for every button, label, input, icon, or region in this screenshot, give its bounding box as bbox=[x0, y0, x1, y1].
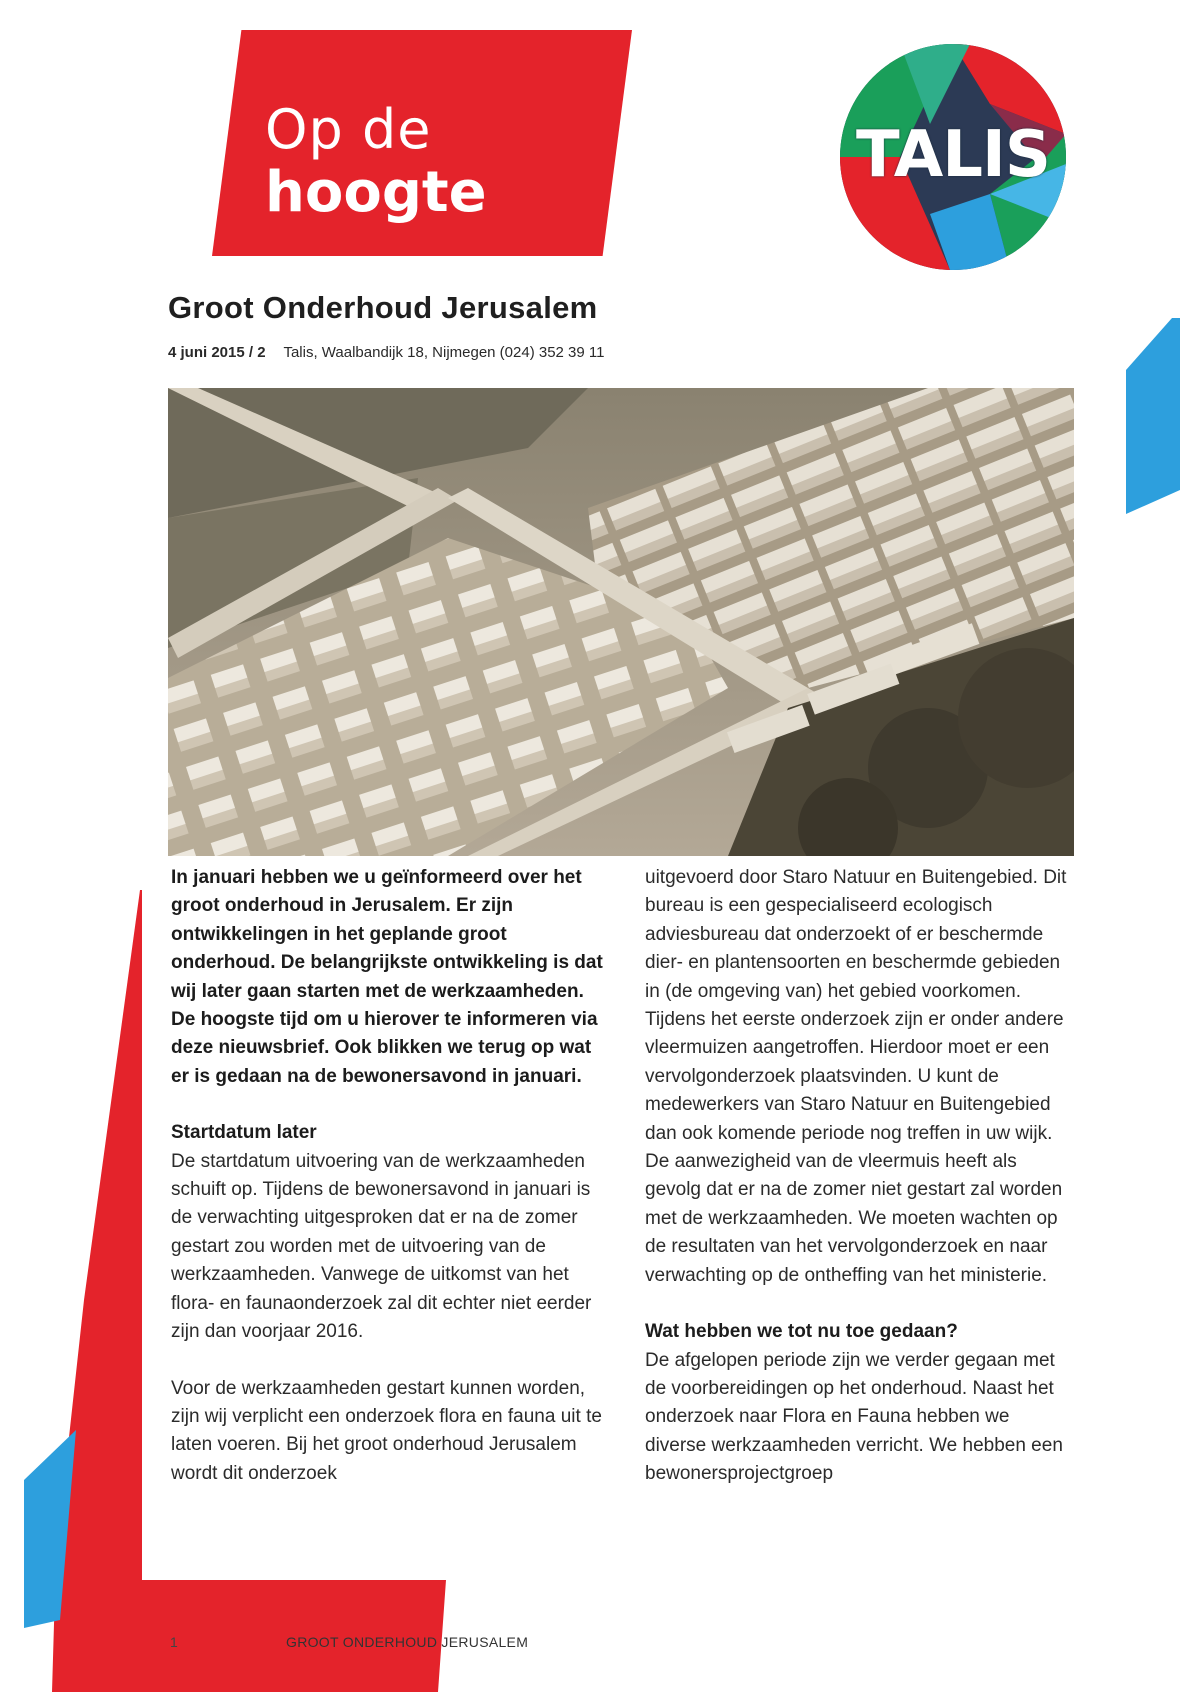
banner-title-line2: hoogte bbox=[265, 160, 487, 225]
column-right bbox=[645, 864, 1075, 1489]
issue-meta bbox=[168, 344, 604, 361]
banner-title-line1: Op de bbox=[265, 98, 432, 161]
running-footer-title: GROOT ONDERHOUD JERUSALEM bbox=[286, 1634, 529, 1650]
paragraph-onderzoek: Voor de werkzaamheden gestart kunnen worden, zijn wij verplicht een onderzoek flora en fauna uit te laten voeren. Bij het groot onderhoud Jerusalem wordt dit onderzoek bbox=[171, 1377, 602, 1484]
contact-info: Talis, Waalbandijk 18, Nijmegen (024) 352 39 11 bbox=[283, 344, 605, 361]
paragraph-gedaan: De afgelopen periode zijn we verder gegaan met de voorbereidingen op het onderhoud. Naast het onderzoek naar Flora en Fauna hebben we diverse werkzaamheden verricht. We hebben een bewonersprojectgroep bbox=[645, 1349, 1063, 1485]
issue-date: 4 juni 2015 / 2 bbox=[168, 344, 266, 361]
page-title: Groot Onderhoud Jerusalem bbox=[168, 290, 598, 325]
logo-wordmark: TALIS bbox=[856, 118, 1050, 192]
blue-accent-right bbox=[1126, 318, 1180, 514]
aerial-photo bbox=[168, 388, 1074, 856]
page-number: 1 bbox=[170, 1634, 178, 1650]
intro-paragraph: In januari hebben we u geïnformeerd over het groot onderhoud in Jerusalem. Er zijn ontwikkelingen in het geplande groot onderhoud. De belangrijkste ontwikkeling is dat wij later gaan starten met de werkzaamheden. De hoogste tijd om u hierover te informeren via deze nieuwsbrief. Ook blikken we terug op wat er is gedaan na de bewonersavond in januari. bbox=[171, 867, 603, 1087]
red-band-left bbox=[56, 890, 142, 1628]
column-left bbox=[171, 864, 611, 1488]
red-block-bottom bbox=[52, 1556, 446, 1692]
section-heading-gedaan: Wat hebben we tot nu toe gedaan? bbox=[645, 1321, 958, 1343]
paragraph-staro: uitgevoerd door Staro Natuur en Buitengebied. Dit bureau is een gespecialiseerd ecologisch adviesbureau dat onderzoekt of er beschermde dier- en plantensoorten en beschermde gebieden in (de omgeving van) het gebied voorkomen. Tijdens het eerste onderzoek zijn er onder andere vleermuizen aangetroffen. Hierdoor moet er een vervolgonderzoek plaatsvinden. U kunt de medewerkers van Staro Natuur en Buitengebied dan ook komende periode nog treffen in uw wijk. De aanwezigheid van de vleermuis heeft als gevolg dat er na de zomer niet gestart zal worden met de werkzaamheden. We moeten wachten op de resultaten van het vervolgonderzoek en naar verwachting op de ontheffing van het ministerie. bbox=[645, 867, 1067, 1286]
paragraph-startdatum: De startdatum uitvoering van de werkzaamheden schuift op. Tijdens de bewonersavond in januari is de verwachting uitgesproken dat er na de zomer gestart zou worden met de uitvoering van de werkzaamheden. Vanwege de uitkomst van het flora- en faunaonderzoek zal dit echter niet eerder zijn dan voorjaar 2016. bbox=[171, 1150, 592, 1343]
section-heading-startdatum: Startdatum later bbox=[171, 1122, 317, 1144]
